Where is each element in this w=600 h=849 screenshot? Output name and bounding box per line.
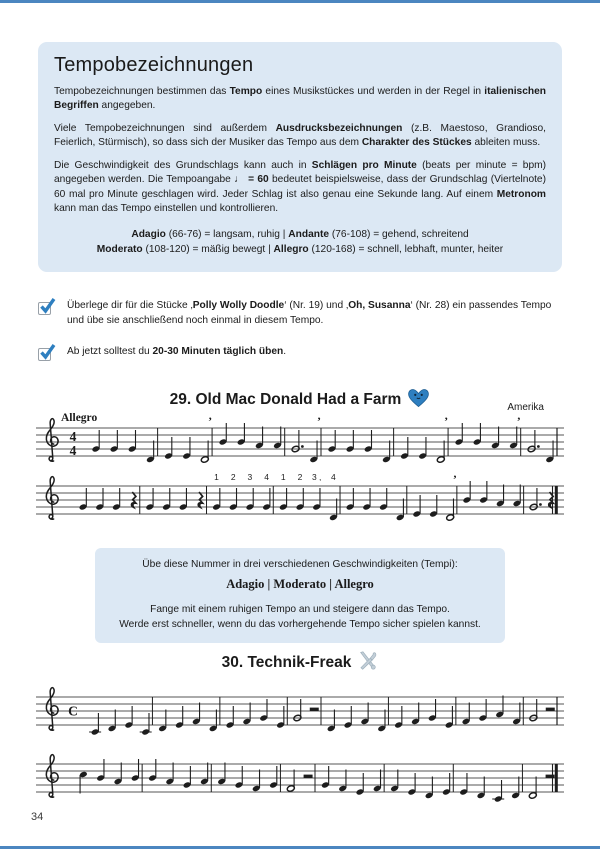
practice-instructions-box	[95, 548, 505, 643]
practice-line-1: Übe diese Nummer in drei verschiedenen Geschwindigkeiten (Tempi):	[142, 559, 458, 570]
piece-29-origin: Amerika	[507, 402, 544, 413]
svg-text:’: ’	[452, 472, 457, 486]
svg-text:3: 3	[247, 472, 253, 482]
task-text-1: Überlege dir für die Stücke ‚Polly Wolly Doodle‘ (Nr. 19) und ‚Oh, Susanna‘ (Nr. 28) ein passendes Tempo und übe sie anschließend noch einmal in diesem Tempo.	[67, 300, 552, 326]
svg-text:’: ’	[317, 416, 321, 428]
info-paragraph-1: Tempobezeichnungen bestimmen das Tempo eines Musikstückes und werden in der Regel in italienischen Begriffen angegeben.	[54, 86, 546, 112]
task-item-1	[38, 297, 564, 329]
heart-icon	[407, 395, 430, 412]
task-item-2	[38, 343, 564, 361]
info-box-title: Tempobezeichnungen	[54, 54, 254, 76]
practice-tempi: Adagio | Moderato | Allegro	[226, 576, 374, 591]
staff-piece-29-line-2	[35, 472, 565, 526]
svg-text:4: 4	[330, 472, 336, 482]
svg-text:2: 2	[297, 472, 303, 482]
tempo-definition-line-1: Adagio (66-76) = langsam, ruhig | Andante (76-108) = gehend, schreitend	[131, 228, 469, 240]
page-number: 34	[31, 811, 44, 823]
svg-text:’: ’	[516, 416, 521, 428]
tempo-info-box	[38, 42, 562, 272]
svg-text:4: 4	[69, 429, 77, 444]
svg-text:’: ’	[208, 416, 213, 428]
svg-text:1: 1	[280, 472, 286, 482]
tempo-definitions	[54, 227, 546, 258]
svg-text:C: C	[68, 703, 78, 719]
svg-text:4: 4	[69, 443, 77, 458]
svg-text:4: 4	[264, 472, 269, 482]
svg-text:1: 1	[214, 472, 219, 482]
staff-piece-30-line-1	[35, 685, 565, 739]
piece-30-title: 30. Technik-Freak	[0, 650, 600, 676]
svg-text:’: ’	[444, 416, 449, 428]
tempo-marking-allegro: Allegro	[61, 412, 98, 424]
info-paragraph-2: Viele Tempobezeichnungen sind außerdem Ausdrucksbezeichnungen (z.B. Maestoso, Grandioso, Feierlich, Stürmisch), so dass sich der Musiker das Tempo aus dem Charakter des Stückes ableiten muss.	[54, 122, 546, 149]
check-icon	[38, 343, 56, 361]
svg-text:2: 2	[230, 472, 236, 482]
practice-line-4: Werde erst schneller, wenn du das vorhergehende Tempo sicher spielen kannst.	[119, 618, 481, 630]
staff-piece-29-line-1	[35, 416, 565, 470]
task-text-2: Ab jetzt solltest du 20-30 Minuten täglich üben.	[67, 346, 287, 357]
staff-piece-30-line-2	[35, 752, 565, 806]
check-icon	[38, 297, 56, 315]
tools-icon	[357, 658, 378, 675]
info-paragraph-3: Die Geschwindigkeit des Grundschlags kann auch in Schlägen pro Minute (beats per minute = bpm) angegeben werden. Die Tempoangabe ♩ = 60 bedeutet beispielsweise, dass der Grundschlag (Viertelnote) 60 mal pro Minute geschlagen wird. Jeder Schlag ist also genau eine Sekunde lang. Auf einem Metronom kann man das Tempo einstellen und kontrollieren.	[54, 159, 547, 215]
page-top-trim-line	[0, 0, 600, 3]
tempo-definition-line-2: Moderato (108-120) = mäßig bewegt | Allegro (120-168) = schnell, lebhaft, munter, heiter	[96, 244, 504, 256]
piece-29-title: 29. Old Mac Donald Had a Farm	[0, 388, 600, 413]
practice-line-3: Fange mit einem ruhigen Tempo an und steigere dann das Tempo.	[150, 603, 450, 615]
svg-text:3 ,: 3 ,	[311, 472, 322, 482]
